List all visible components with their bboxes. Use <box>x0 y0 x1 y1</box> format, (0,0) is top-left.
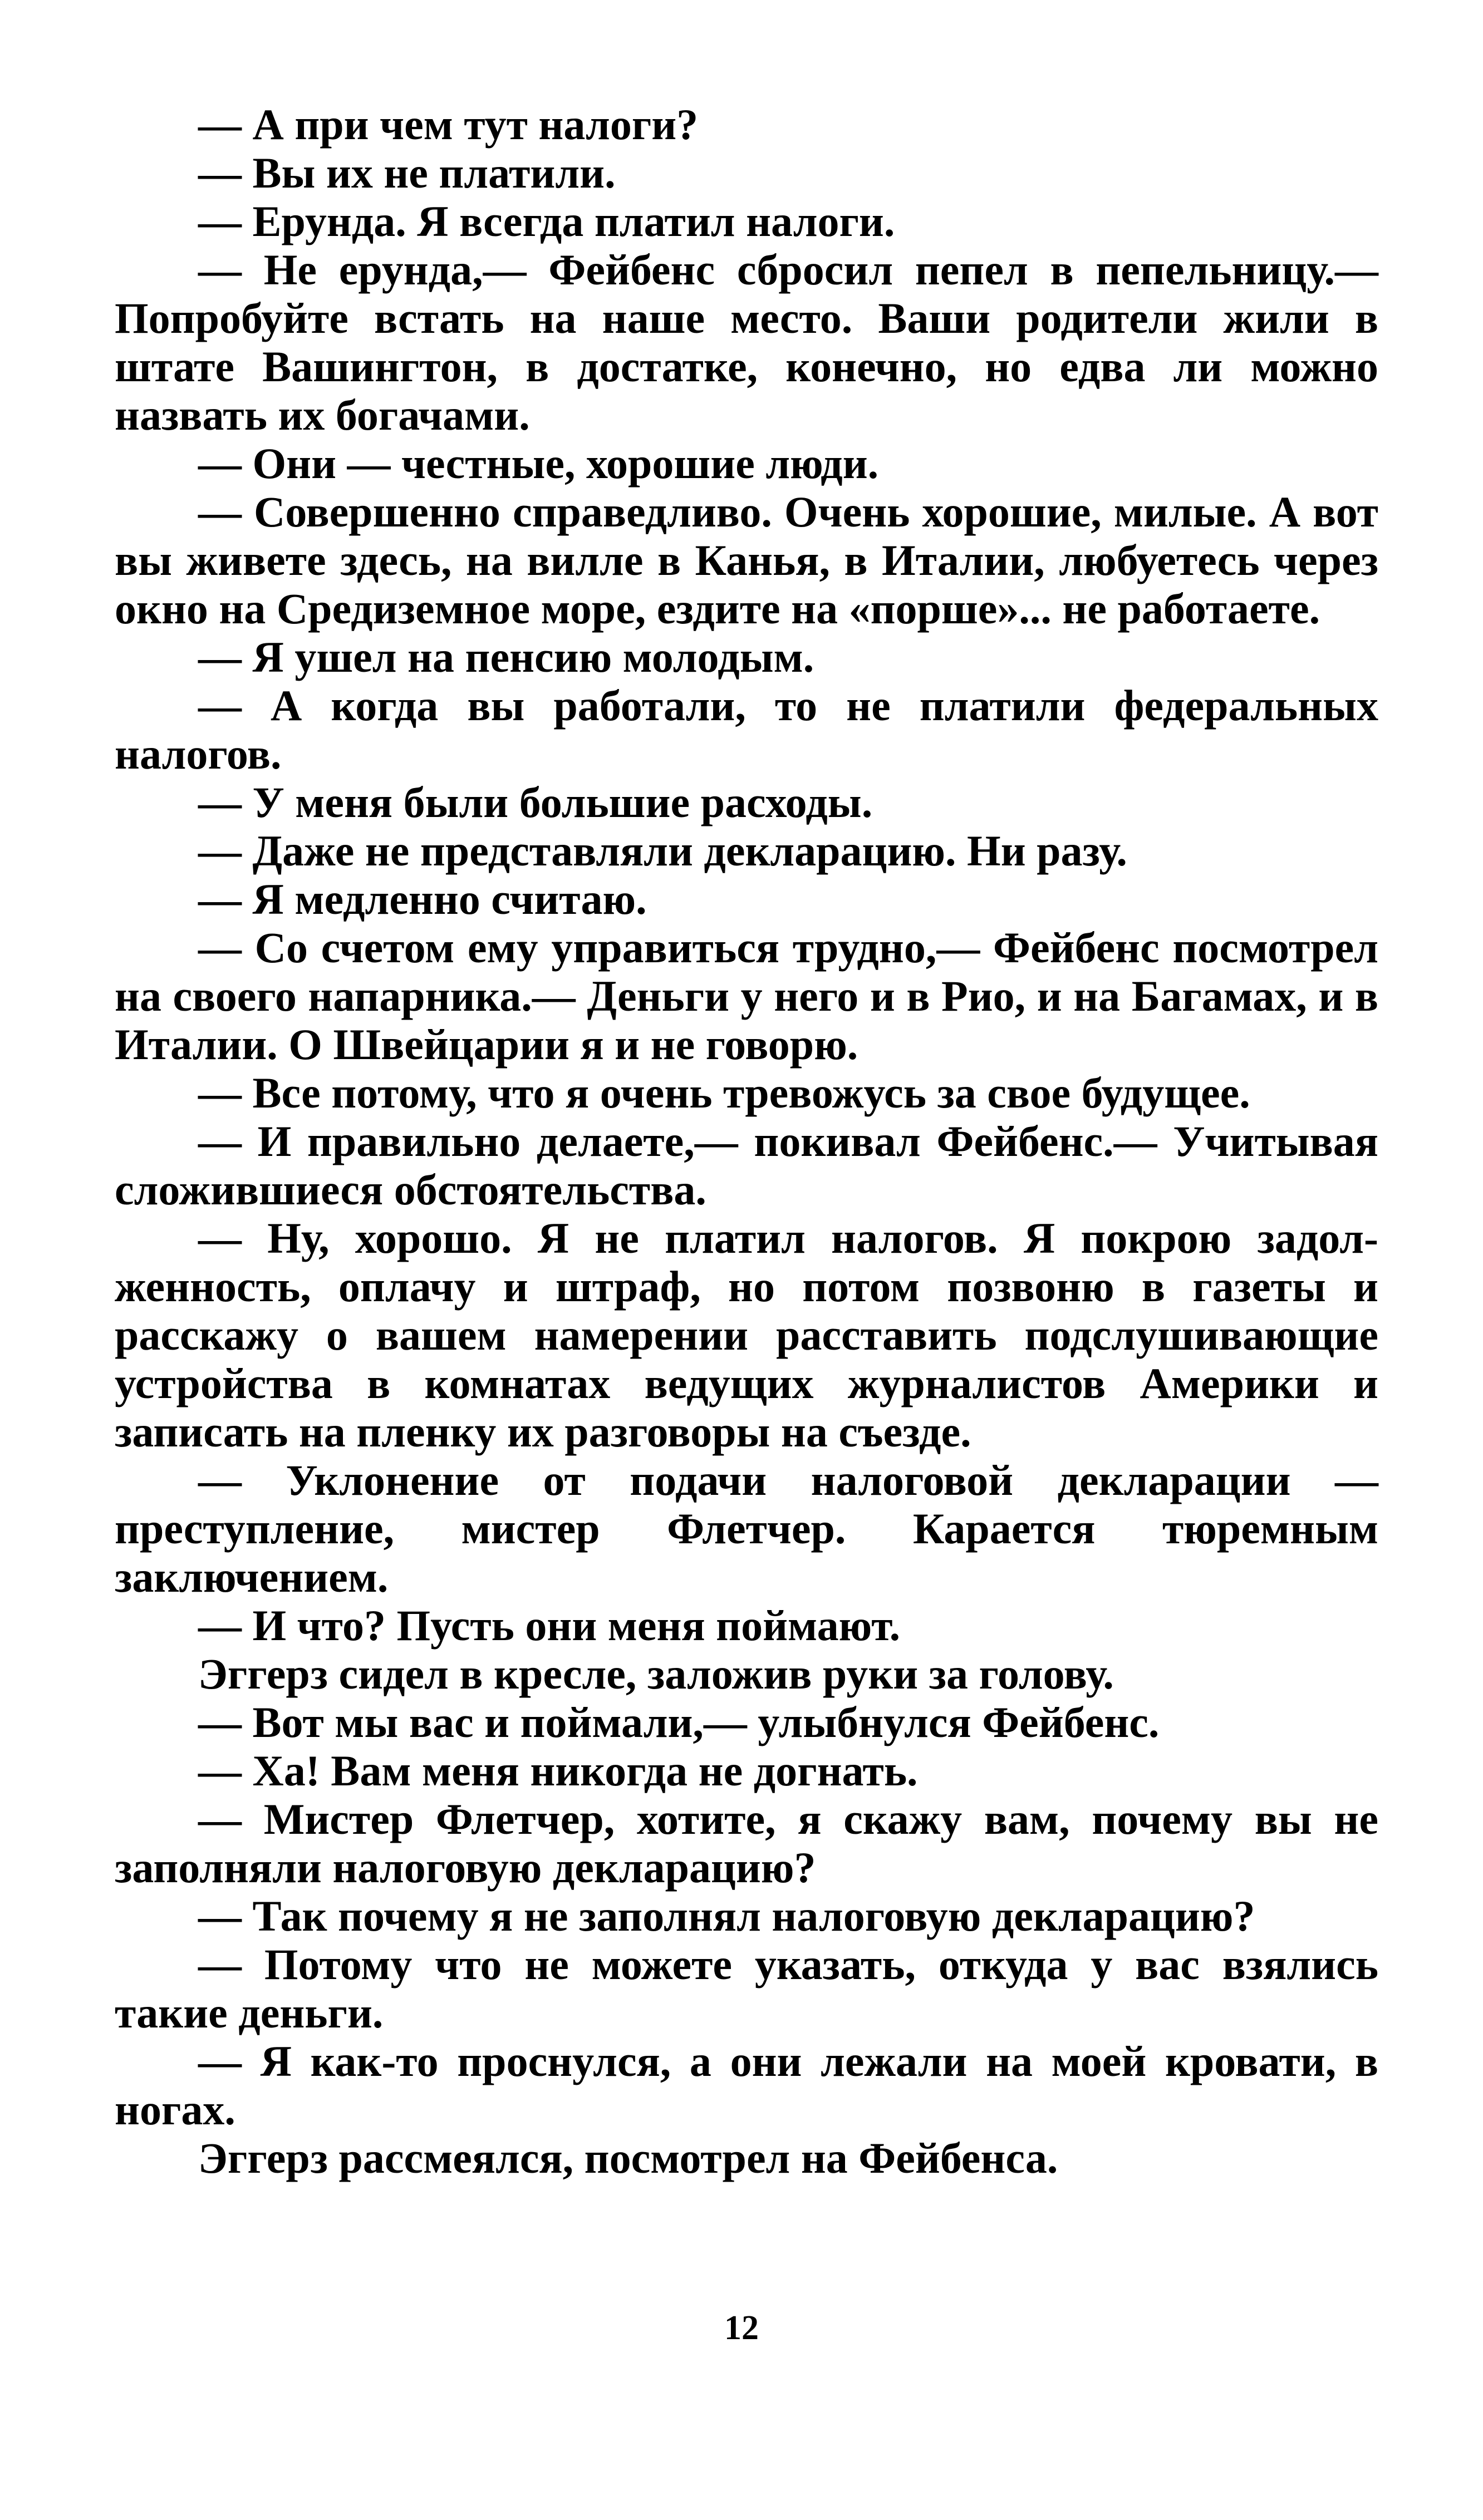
paragraph: — Все потому, что я очень тревожусь за свое будущее. <box>198 1069 1250 1117</box>
paragraph: — У меня были большие расходы. <box>198 778 873 826</box>
paragraph: — Они — честные, хорошие люди. <box>198 439 879 488</box>
paragraph: — Я медленно считаю. <box>198 875 647 923</box>
paragraph: — Так почему я не заполнял налоговую декларацию? <box>198 1892 1255 1940</box>
paragraph: — Я ушел на пенсию молодым. <box>198 633 814 681</box>
paragraph: — Даже не представляли декларацию. Ни разу. <box>198 826 1127 875</box>
paragraph: — Совершенно справедливо. Очень хорошие, милые. А вот вы живете здесь, на вилле в Канья, в Италии, любуетесь через окно на Средиземное море, ездите на «порше»... не работаете. <box>115 488 1378 633</box>
page-text <box>115 100 1378 2493</box>
paragraph: — Не ерунда,— Фейбенс сбросил пепел в пепельницу.— Попробуйте встать на наше место. Ваши родители жили в штате Вашингтон, в достатке, конечно, но едва ли можно назвать их богачами. <box>115 245 1378 439</box>
paragraph: — Мистер Флетчер, хотите, я скажу вам, почему вы не заполняли налоговую декларацию? <box>115 1795 1378 1892</box>
paragraph: — Ну, хорошо. Я не платил налогов. Я покрою задолженность, оплачу и штраф, но потом позвоню в газеты и расскажу о вашем намерении расставить подслушивающие устройства в комнатах ведущих журналистов Америки и записать на пленку их разговоры на съезде. <box>115 1214 1378 1456</box>
paragraph: — А когда вы работали, то не платили федеральных налогов. <box>115 681 1378 778</box>
paragraph: — И что? Пусть они меня поймают. <box>198 1601 901 1650</box>
paragraph: — Ха! Вам меня никогда не догнать. <box>198 1746 918 1795</box>
paragraph: — Я как-то проснулся, а они лежали на моей кровати, в ногах. <box>115 2037 1378 2134</box>
paragraph: — А при чем тут налоги? <box>198 100 699 149</box>
page-number: 12 <box>724 2309 759 2347</box>
paragraph: — Вот мы вас и поймали,— улыбнулся Фейбенс. <box>198 1698 1160 1746</box>
paragraph: — И правильно делаете,— покивал Фейбенс.— Учитывая сложившиеся обстоятельства. <box>115 1117 1378 1214</box>
paragraph: — Ерунда. Я всегда платил налоги. <box>198 197 895 245</box>
paragraph: Эггерз сидел в кресле, заложив руки за голову. <box>198 1650 1114 1698</box>
paragraph: — Со счетом ему управиться трудно,— Фейбенс посмотрел на своего напарника.— Деньги у него и в Рио, и на Багамах, и в Италии. О Швейцарии я и не говорю. <box>115 923 1378 1069</box>
paragraph: — Потому что не можете указать, откуда у вас взялись такие деньги. <box>115 1940 1378 2037</box>
paragraph: — Уклонение от подачи налоговой декларации — преступление, мистер Флетчер. Карается тюремным заключением. <box>115 1456 1378 1601</box>
paragraph: — Вы их не платили. <box>198 149 616 197</box>
paragraph: Эггерз рассмеялся, посмотрел на Фейбенса. <box>198 2134 1058 2182</box>
